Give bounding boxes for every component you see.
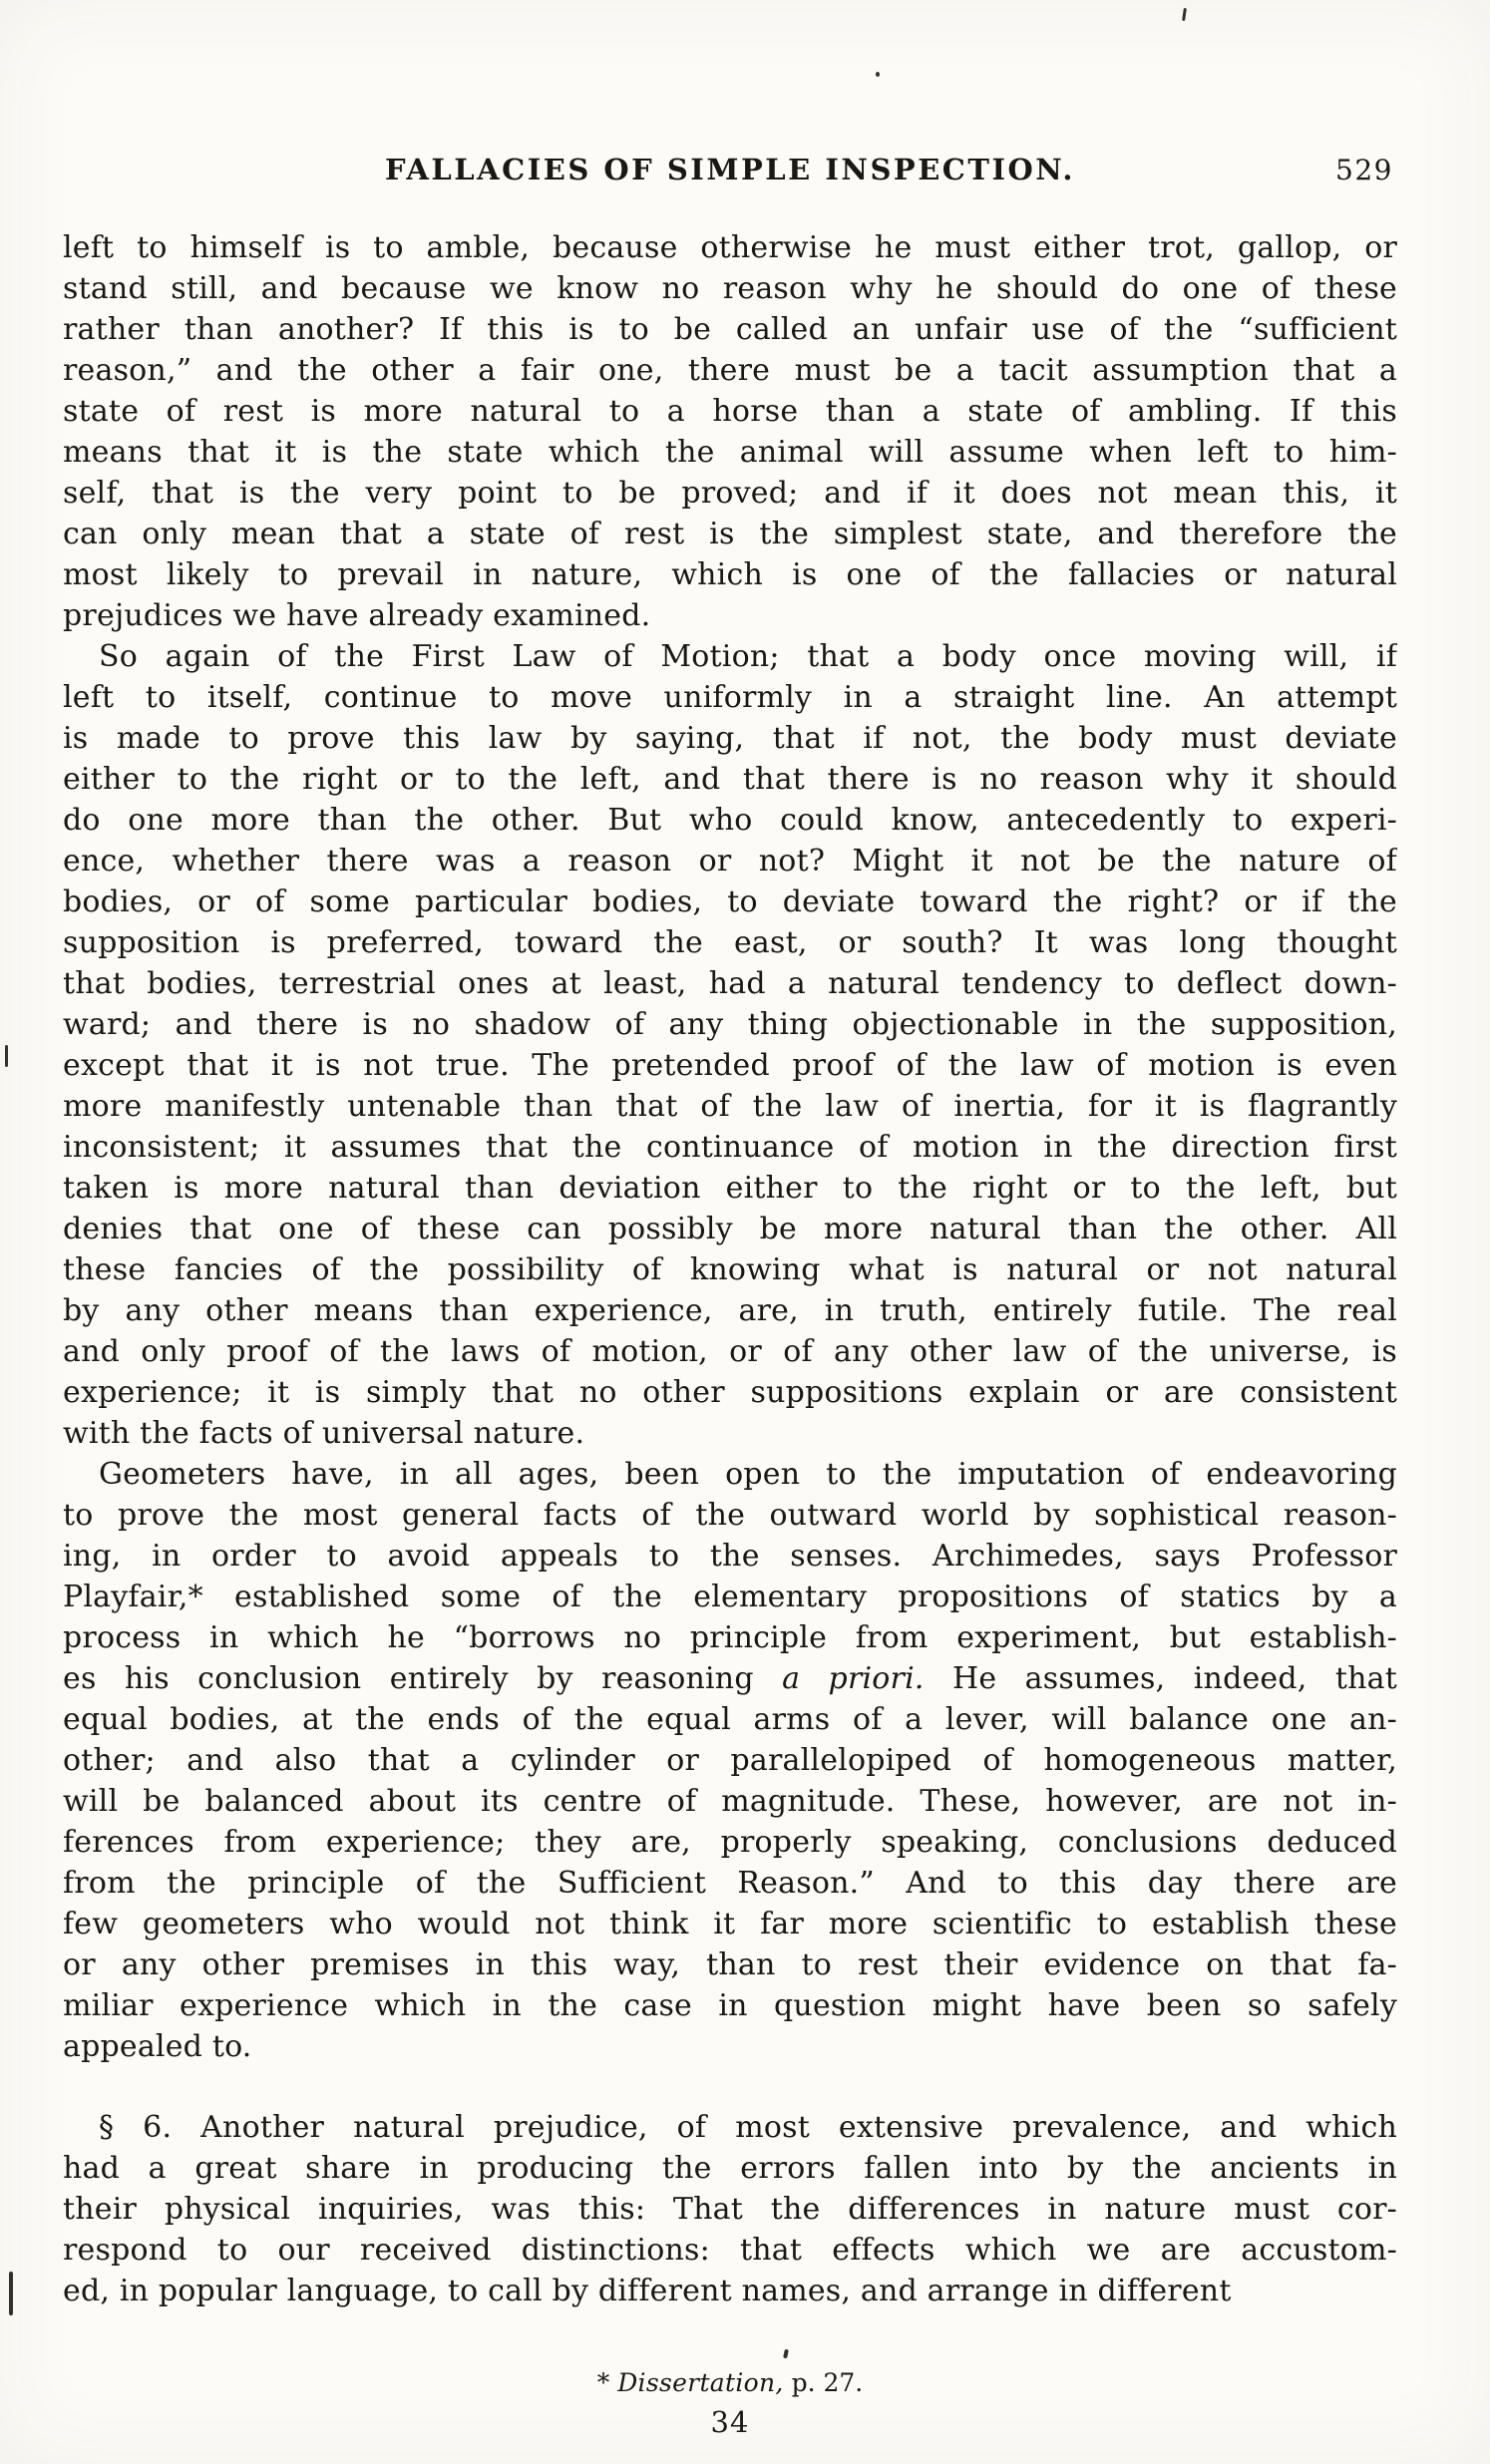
text-line: and only proof of the laws of motion, or of any other law of the universe, is <box>63 1334 1397 1369</box>
text-line: their physical inquiries, was this: That the differences in nature must cor- <box>63 2192 1397 2227</box>
text-line: means that it is the state which the animal will assume when left to him- <box>63 435 1397 470</box>
text-line: miliar experience which in the case in question might have been so safely <box>63 1988 1397 2023</box>
text-line: appealed to. <box>63 2029 252 2064</box>
scan-speck <box>9 2272 13 2315</box>
scan-speck <box>783 2349 789 2359</box>
text-line: prejudices we have already examined. <box>63 598 651 633</box>
text-line: with the facts of universal nature. <box>63 1416 585 1451</box>
text-line: taken is more natural than deviation either to the right or to the left, but <box>63 1171 1397 1206</box>
footnote: * Dissertation, p. 27. <box>596 2368 864 2397</box>
text-line: will be balanced about its centre of magnitude. These, however, are not in- <box>63 1784 1397 1819</box>
text-line: ence, whether there was a reason or not? Might it not be the nature of <box>63 844 1397 879</box>
text-line: bodies, or of some particular bodies, to deviate toward the right? or if the <box>63 884 1397 919</box>
text-line: rather than another? If this is to be called an unfair use of the “sufficient <box>63 312 1397 347</box>
text-line: So again of the First Law of Motion; that a body once moving will, if <box>99 639 1397 674</box>
text-line: ing, in order to avoid appeals to the senses. Archimedes, says Professor <box>63 1539 1397 1574</box>
text-line: ed, in popular language, to call by different names, and arrange in different <box>63 2274 1232 2308</box>
text-line: stand still, and because we know no reason why he should do one of these <box>63 271 1397 306</box>
text-line: to prove the most general facts of the outward world by sophistical reason- <box>63 1498 1397 1533</box>
text-line: ferences from experience; they are, properly speaking, conclusions deduced <box>63 1825 1397 1860</box>
text-line: denies that one of these can possibly be more natural than the other. All <box>63 1212 1397 1246</box>
text-line: equal bodies, at the ends of the equal arms of a lever, will balance one an- <box>63 1702 1397 1737</box>
footer-page-number: 34 <box>710 2405 750 2439</box>
scan-speck <box>5 1045 8 1067</box>
text-line: these fancies of the possibility of knowing what is natural or not natural <box>63 1252 1397 1287</box>
text-line: by any other means than experience, are, in truth, entirely futile. The real <box>63 1293 1397 1328</box>
text-line: Playfair,* established some of the elementary propositions of statics by a <box>63 1580 1397 1614</box>
text-line: or any other premises in this way, than to rest their evidence on that fa- <box>63 1947 1397 1982</box>
text-line: supposition is preferred, toward the east, or south? It was long thought <box>63 925 1397 960</box>
text-line: other; and also that a cylinder or parallelopiped of homogeneous matter, <box>63 1743 1397 1778</box>
text-line: process in which he “borrows no principle from experiment, but establish- <box>63 1620 1397 1655</box>
text-line: is made to prove this law by saying, that if not, the body must deviate <box>63 721 1397 756</box>
text-line: most likely to prevail in nature, which is one of the fallacies or natural <box>63 557 1397 592</box>
page-header <box>63 150 1397 195</box>
paragraph <box>63 2107 1397 2311</box>
paragraph <box>63 227 1397 636</box>
text-line: self, that is the very point to be proved; and if it does not mean this, it <box>63 476 1397 511</box>
text-line: can only mean that a state of rest is the simplest state, and therefore the <box>63 517 1397 551</box>
paragraph <box>63 1454 1397 2067</box>
text-line: inconsistent; it assumes that the continuance of motion in the direction first <box>63 1130 1397 1165</box>
text-line: few geometers who would not think it far more scientific to establish these <box>63 1907 1397 1941</box>
text-line: more manifestly untenable than that of the law of inertia, for it is flagrantly <box>63 1089 1397 1124</box>
paragraph <box>63 636 1397 1454</box>
text-block <box>63 227 1397 2311</box>
text-line: es his conclusion entirely by reasoning a priori. He assumes, indeed, that <box>63 1661 1397 1696</box>
text-line: either to the right or to the left, and that there is no reason why it should <box>63 762 1397 797</box>
text-line: experience; it is simply that no other suppositions explain or are consistent <box>63 1375 1397 1410</box>
text-line: respond to our received distinctions: that effects which we are accustom- <box>63 2233 1397 2268</box>
scan-speck <box>876 72 880 77</box>
text-line: reason,” and the other a fair one, there must be a tacit assumption that a <box>63 353 1397 388</box>
text-line: left to himself is to amble, because otherwise he must either trot, gallop, or <box>63 230 1397 265</box>
text-line: from the principle of the Sufficient Reason.” And to this day there are <box>63 1866 1397 1901</box>
page-footer <box>63 2367 1397 2439</box>
page-number: 529 <box>1335 154 1393 186</box>
text-line: § 6. Another natural prejudice, of most extensive prevalence, and which <box>99 2110 1397 2145</box>
running-title: FALLACIES OF SIMPLE INSPECTION. <box>384 153 1076 186</box>
text-line: Geometers have, in all ages, been open to the imputation of endeavoring <box>99 1457 1397 1492</box>
text-line: do one more than the other. But who could know, antecedently to experi- <box>63 803 1397 838</box>
text-line: had a great share in producing the errors fallen into by the ancients in <box>63 2151 1397 2186</box>
text-line: left to itself, continue to move uniformly in a straight line. An attempt <box>63 680 1397 715</box>
text-line: that bodies, terrestrial ones at least, had a natural tendency to deflect down- <box>63 966 1397 1001</box>
scan-speck <box>1182 8 1187 21</box>
text-line: state of rest is more natural to a horse than a state of ambling. If this <box>63 394 1397 429</box>
text-line: ward; and there is no shadow of any thing objectionable in the supposition, <box>63 1007 1397 1042</box>
text-line: except that it is not true. The pretended proof of the law of motion is even <box>63 1048 1397 1083</box>
